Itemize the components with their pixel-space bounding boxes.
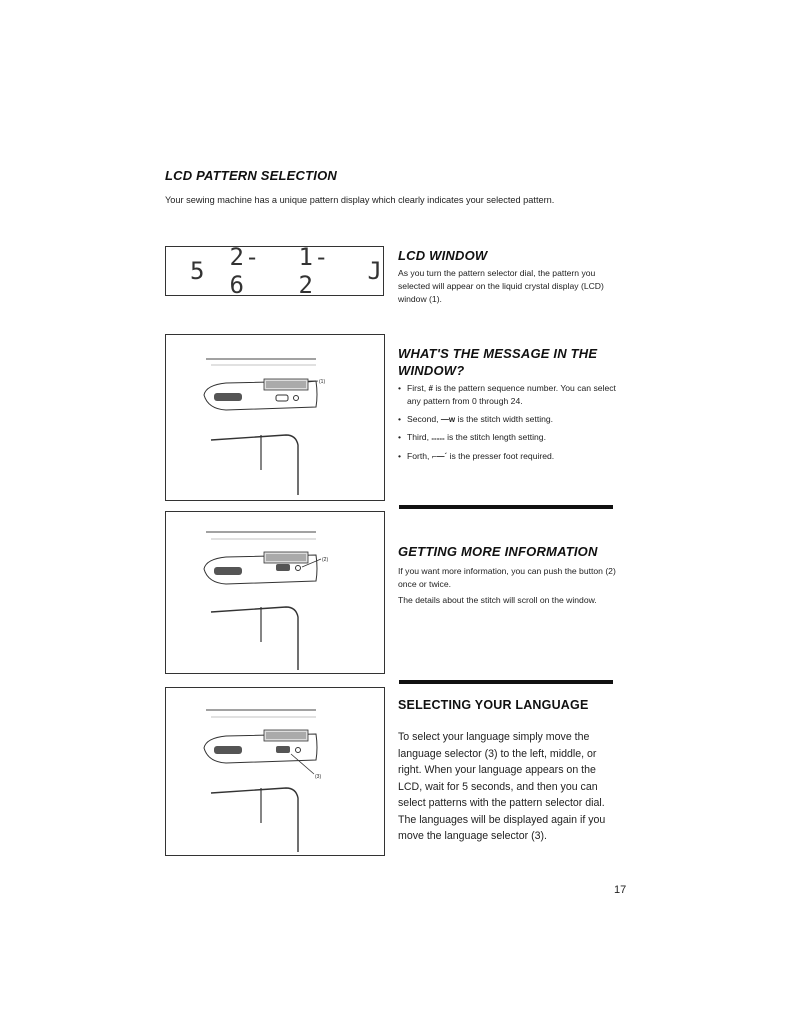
bullet-stitch-width: • Second, —w is the stitch width setting. — [398, 413, 620, 426]
lcd-window-text: As you turn the pattern selector dial, the pattern you selected will appear on the liquid crystal display (LCD) window (1). — [398, 268, 604, 304]
callout-1-label: (1) — [319, 379, 326, 385]
machine-panel-illustration-3 — [166, 688, 384, 855]
page-number: 17 — [614, 884, 627, 896]
more-info-heading: GETTING MORE INFORMATION — [398, 544, 598, 559]
lcd-segment-foot: J — [367, 257, 383, 285]
page-title: LCD PATTERN SELECTION — [165, 168, 337, 183]
section-divider — [399, 505, 613, 509]
more-info-text-2: The details about the stitch will scroll on the window. — [398, 595, 597, 605]
lcd-segment-width: 2-6 — [229, 243, 261, 299]
lcd-segment-length: 1-2 — [298, 243, 330, 299]
presser-foot-icon: ⌐—´ — [431, 451, 448, 461]
lcd-window-heading: LCD WINDOW — [398, 248, 488, 263]
language-text: To select your language simply move the language selector (3) to the left, middle, or right. When your language appears on the LCD, wait for 5 seconds, and then you can select patterns with the pattern selector dial. The languages will be displayed again if you move the language selector (3). — [398, 731, 606, 842]
callout-2-label: (2) — [322, 557, 329, 563]
bullet-stitch-length: • Third, ----- is the stitch length setting. — [398, 431, 620, 444]
bullet-presser-foot: • Forth, ⌐—´ is the presser foot required. — [398, 450, 620, 463]
illustration-more-info-button — [165, 511, 385, 674]
message-bullet-list — [398, 382, 620, 468]
bullet-pattern-number: • First, # is the pattern sequence number. You can select any pattern from 0 through 24. — [398, 382, 620, 408]
intro-text: Your sewing machine has a unique pattern display which clearly indicates your selected pattern. — [165, 195, 555, 205]
stitch-width-icon: —w — [440, 415, 456, 425]
message-heading: WHAT'S THE MESSAGE IN THE WINDOW? — [398, 346, 598, 378]
language-heading: SELECTING YOUR LANGUAGE — [398, 698, 589, 712]
lcd-display — [165, 243, 384, 299]
machine-panel-illustration-2 — [166, 512, 384, 673]
section-divider — [399, 680, 613, 684]
callout-3-label: (3) — [315, 774, 322, 780]
stitch-length-icon: ----- — [431, 433, 445, 443]
pattern-number-symbol: # — [428, 384, 433, 394]
more-info-text-1: If you want more information, you can push the button (2) once or twice. — [398, 566, 616, 589]
illustration-lcd-window — [165, 334, 385, 501]
machine-panel-illustration-1 — [166, 335, 384, 500]
lcd-segment-pattern: 5 — [190, 257, 206, 285]
illustration-language-selector — [165, 687, 385, 856]
